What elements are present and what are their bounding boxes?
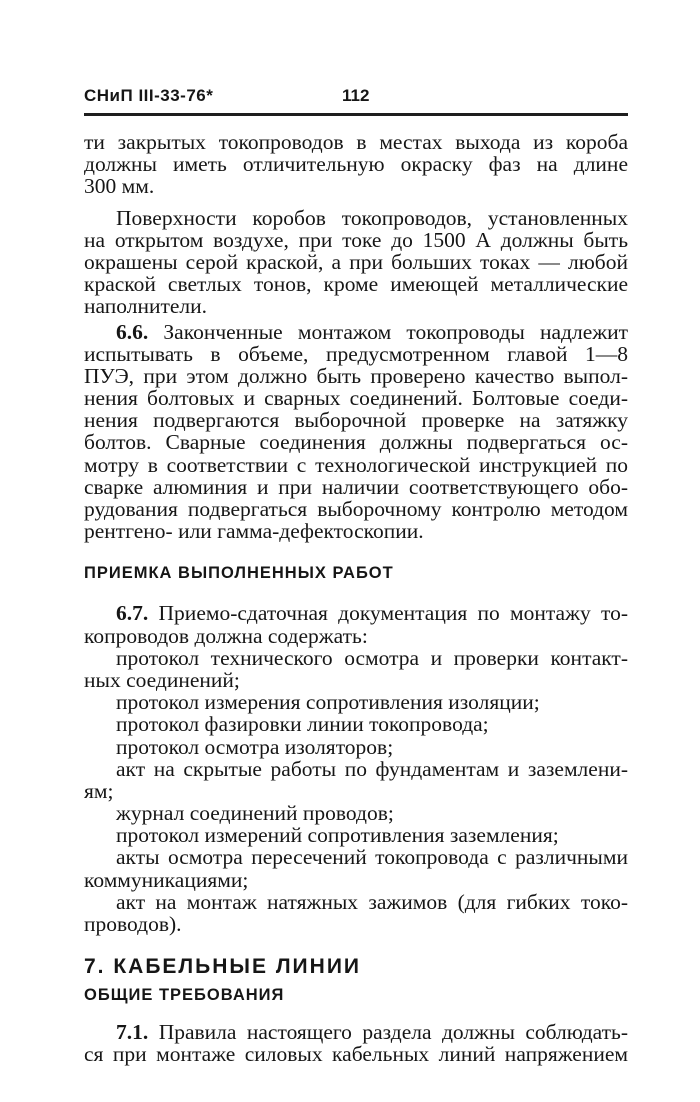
list-item-cont: ных соединений;	[84, 667, 240, 692]
text-line: Поверхности коробов токопроводов, установленных	[116, 205, 628, 230]
list-item: протокол фазировки линии токопровода;	[116, 712, 489, 737]
list-item: акт на скрытые работы по фундаментам и заземлени-	[116, 756, 628, 781]
text-line: сварке алюминия и при наличии соответствующего обо-	[84, 474, 628, 499]
text-line: ПУЭ, при этом должно быть проверено качество выпол-	[84, 363, 628, 388]
clause-number: 7.1.	[116, 1020, 149, 1045]
list-item: журнал соединений проводов;	[116, 801, 394, 826]
page-header	[84, 86, 628, 114]
section-heading: ПРИЕМКА ВЫПОЛНЕННЫХ РАБОТ	[84, 564, 394, 583]
list-item: протокол измерений сопротивления заземления;	[116, 823, 559, 848]
text-line: нения подвергаются выборочной проверке на затяжку	[84, 408, 628, 433]
text-line: ся при монтаже силовых кабельных линий напряжением	[84, 1042, 628, 1067]
list-item-cont: коммуникациями;	[84, 867, 249, 892]
page-number: 112	[342, 86, 370, 105]
clause-number: 6.7.	[116, 601, 149, 626]
list-item: акт на монтаж натяжных зажимов (для гибких токо-	[116, 889, 628, 914]
text-line: испытывать в объеме, предусмотренном главой 1—8	[84, 341, 628, 366]
paragraph-surface-painting	[84, 207, 628, 318]
text-line: должны иметь отличительную окраску фаз на длине	[84, 152, 628, 177]
text-line: болтов. Сварные соединения должны подвергаться ос-	[84, 430, 628, 455]
text-line	[84, 602, 628, 624]
text-line: окрашены серой краской, а при больших токах — любой	[84, 249, 628, 274]
text-line: на открытом воздухе, при токе до 1500 А должны быть	[84, 227, 628, 252]
text-line: 300 мм.	[84, 174, 155, 199]
section-title: 7. КАБЕЛЬНЫЕ ЛИНИИ	[84, 955, 362, 979]
clause-text: Приемо-сдаточная документация по монтажу то-	[158, 601, 628, 626]
text-line	[84, 321, 628, 343]
list-item-cont: ям;	[84, 778, 114, 803]
list-item: протокол измерения сопротивления изоляции;	[116, 690, 540, 715]
clause-text: Законченные монтажом токопроводы надлежит	[163, 319, 628, 344]
text-line: рентгено- или гамма-дефектоскопии.	[84, 519, 424, 544]
text-line	[84, 1021, 628, 1043]
list-item: протокол технического осмотра и проверки контакт-	[116, 645, 628, 670]
text-line: копроводов должна содержать:	[84, 623, 368, 648]
document-code: СНиП III-33-76*	[84, 86, 214, 105]
text-line: нения болтовых и сварных соединений. Болтовые соеди-	[84, 386, 628, 411]
clause-text: Правила настоящего раздела должны соблюдать-	[158, 1020, 628, 1045]
list-item: акты осмотра пересечений токопровода с различными	[116, 845, 628, 870]
text-line: краской светлых тонов, кроме имеющей металлические	[84, 272, 628, 297]
documentation-list	[84, 647, 628, 935]
text-line: ти закрытых токопроводов в местах выхода из короба	[84, 130, 628, 154]
paragraph-6-6	[84, 321, 628, 543]
list-item: протокол осмотра изоляторов;	[116, 734, 394, 759]
paragraph-continuation	[84, 131, 628, 198]
clause-number: 6.6.	[116, 319, 149, 344]
list-item-cont: проводов).	[84, 912, 182, 936]
text-line: рудования подвергаться выборочному контролю методом	[84, 497, 628, 521]
text-line: мотру в соответствии с технологической инструкцией по	[84, 452, 628, 477]
page-body	[84, 131, 628, 1066]
paragraph-7-1	[84, 1021, 628, 1065]
text-line: наполнители.	[84, 294, 208, 319]
header-divider	[84, 113, 628, 116]
subsection-heading: ОБЩИЕ ТРЕБОВАНИЯ	[84, 986, 285, 1005]
paragraph-6-7	[84, 602, 628, 646]
